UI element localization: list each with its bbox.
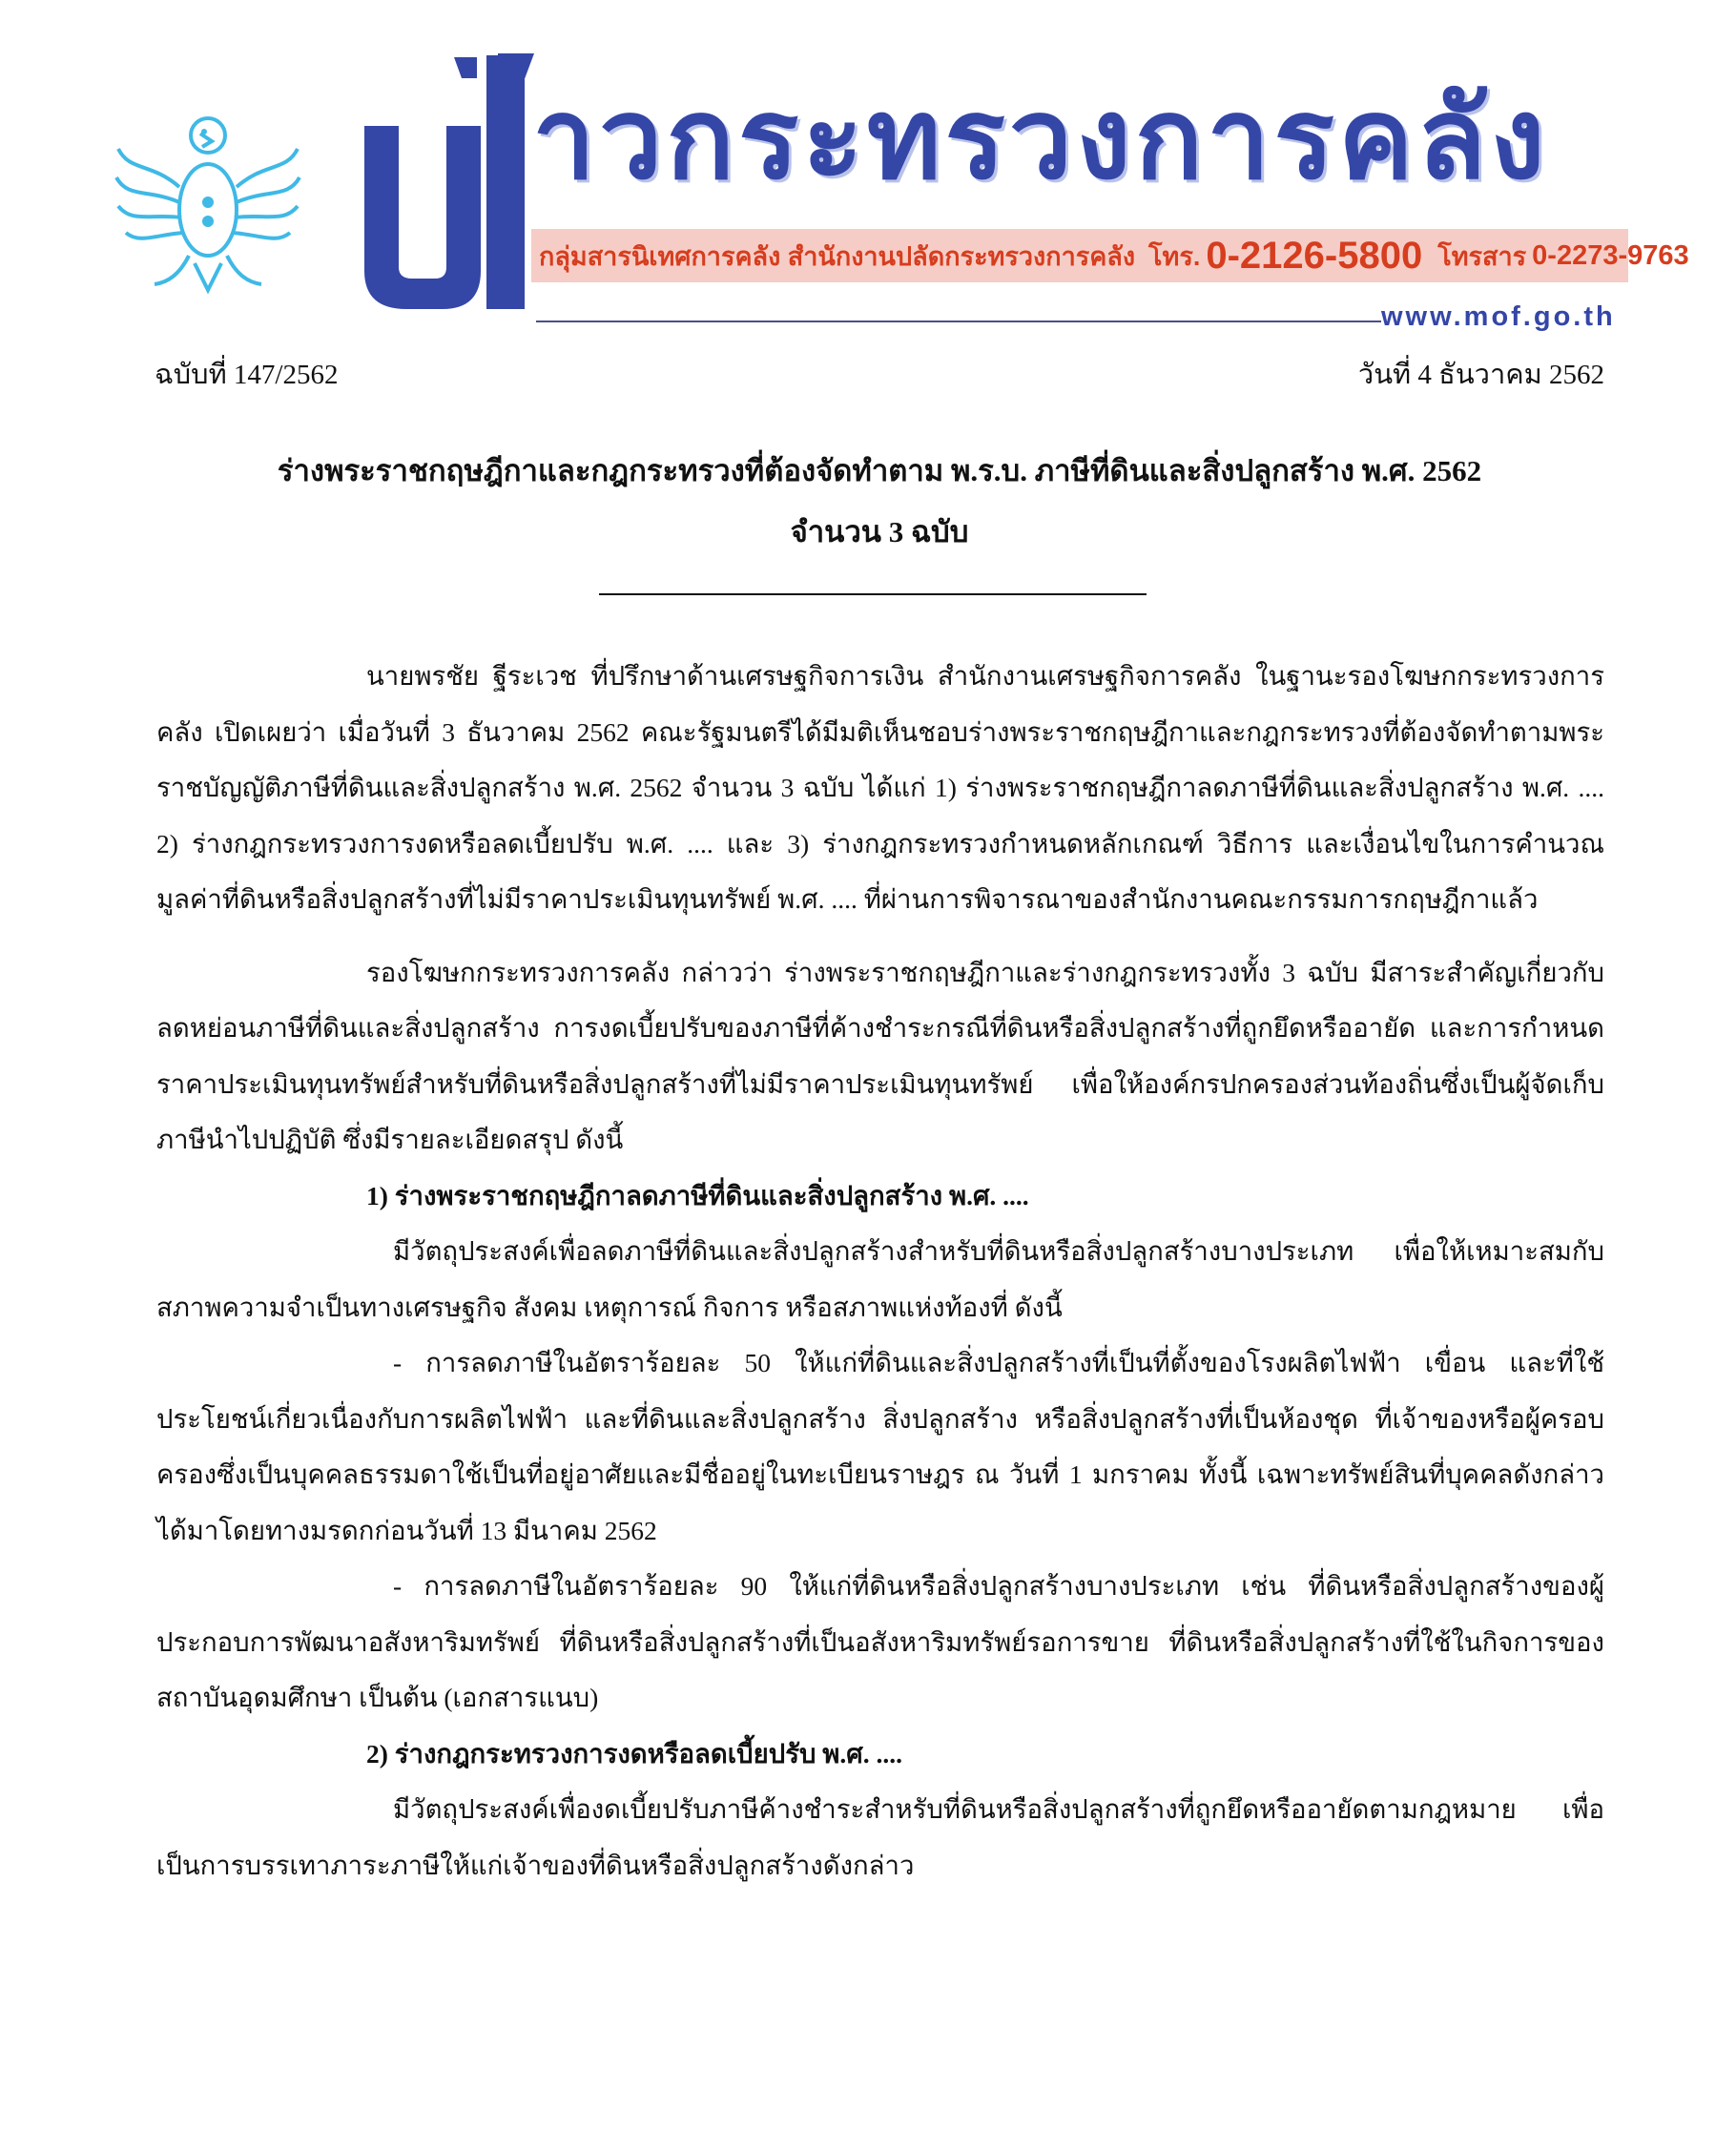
issue-date: วันที่ 4 ธันวาคม 2562 [1357, 360, 1604, 390]
section-1-title: 1) ร่างพระราชกฤษฎีกาลดภาษีที่ดินและสิ่งปลูกสร้าง พ.ศ. .... [366, 1180, 1029, 1210]
issue-number: ฉบับที่ 147/2562 [155, 360, 339, 390]
paragraph-1: นายพรชัย ฐีระเวช ที่ปรึกษาด้านเศรษฐกิจการเงิน สำนักงานเศรษฐกิจการคลัง ในฐานะรองโฆษกกระทรวงการคลัง เปิดเผยว่า เมื่อวันที่ 3 ธันวาคม 2562 คณะรัฐมนตรีได้มีมติเห็นชอบร่างพระราชกฤษฎีกาและกฎกระทรวงที่ต้องจัดทำตามพระราชบัญญัติภาษีที่ดินและสิ่งปลูกสร้าง พ.ศ. 2562 จำนวน 3 ฉบับ ได้แก่ 1) ร่างพระราชกฤษฎีกาลดภาษีที่ดินและสิ่งปลูกสร้าง พ.ศ. .... 2) ร่างกฎกระทรวงการงดหรือลดเบี้ยปรับ พ.ศ. .... และ 3) ร่างกฎกระทรวงกำหนดหลักเกณฑ์ วิธีการ และเงื่อนไขในการคำนวณมูลค่าที่ดินหรือสิ่งปลูกสร้างที่ไม่มีราคาประเมินทุนทรัพย์ พ.ศ. .... ที่ผ่านการพิจารณาของสำนักงานคณะกรรมการกฤษฎีกาแล้ว [156, 661, 1604, 914]
issue-line [155, 355, 1604, 395]
masthead-big-letter-icon [355, 50, 536, 317]
paragraph-2: รองโฆษกกระทรวงการคลัง กล่าวว่า ร่างพระราชกฤษฎีกาและร่างกฎกระทรวงทั้ง 3 ฉบับ มีสาระสำคัญเกี่ยวกับลดหย่อนภาษีที่ดินและสิ่งปลูกสร้าง การงดเบี้ยปรับของภาษีที่ค้างชำระกรณีที่ดินหรือสิ่งปลูกสร้างที่ถูกยึดหรืออายัด และการกำหนดราคาประเมินทุนทรัพย์สำหรับที่ดินหรือสิ่งปลูกสร้างที่ไม่มีราคาประเมินทุนทรัพย์ เพื่อให้องค์กรปกครองส่วนท้องถิ่นซึ่งเป็นผู้จัดเก็บภาษีนำไปปฏิบัติ ซึ่งมีรายละเอียดสรุป ดังนี้ [156, 957, 1604, 1154]
fax-label: โทรสาร [1437, 241, 1527, 271]
fax-number: 0-2273-9763 [1532, 239, 1689, 271]
contact-bar [531, 229, 1689, 282]
unit-name: กลุ่มสารนิเทศการคลัง สำนักงานปลัดกระทรวงการคลัง [539, 241, 1136, 271]
section-1-bullet-2: - การลดภาษีในอัตราร้อยละ 90 ให้แก่ที่ดินหรือสิ่งปลูกสร้างบางประเภท เช่น ที่ดินหรือสิ่งปลูกสร้างของผู้ประกอบการพัฒนาอสังหาริมทรัพย์ ที่ดินหรือสิ่งปลูกสร้างที่เป็นอสังหาริมทรัพย์รอการขาย ที่ดินหรือสิ่งปลูกสร้างที่ใช้ในกิจการของสถาบันอุดมศึกษา เป็นต้น (เอกสารแนบ) [156, 1571, 1604, 1712]
tel-label: โทร. [1148, 241, 1201, 271]
section-1-paragraph: มีวัตถุประสงค์เพื่อลดภาษีที่ดินและสิ่งปลูกสร้างสำหรับที่ดินหรือสิ่งปลูกสร้างบางประเภท เพื่อให้เหมาะสมกับสภาพความจำเป็นทางเศรษฐกิจ สังคม เหตุการณ์ กิจการ หรือสภาพแห่งท้องที่ ดังนี้ [156, 1236, 1604, 1322]
tel-number: 0-2126-5800 [1206, 234, 1423, 277]
headline [155, 441, 1604, 563]
section-2-title: 2) ร่างกฎกระทรวงการงดหรือลดเบี้ยปรับ พ.ศ. .... [366, 1738, 903, 1769]
website-link[interactable]: www.mof.go.th [1381, 301, 1616, 332]
masthead-title [532, 67, 1620, 210]
masthead-divider [536, 321, 1381, 322]
garuda-emblem-icon [113, 95, 303, 296]
masthead-title-rest: าวกระทรวงการคลัง [532, 72, 1549, 204]
headline-line-2: จำนวน 3 ฉบับ [790, 515, 969, 548]
headline-line-1: ร่างพระราชกฤษฎีกาและกฎกระทรวงที่ต้องจัดทำตาม พ.ร.บ. ภาษีที่ดินและสิ่งปลูกสร้าง พ.ศ. 2562 [277, 454, 1482, 487]
article-body [156, 649, 1604, 1893]
section-1-bullet-1: - การลดภาษีในอัตราร้อยละ 50 ให้แก่ที่ดินและสิ่งปลูกสร้างที่เป็นที่ตั้งของโรงผลิตไฟฟ้า เขื่อน และที่ใช้ประโยชน์เกี่ยวเนื่องกับการผลิตไฟฟ้า และที่ดินและสิ่งปลูกสร้าง สิ่งปลูกสร้าง หรือสิ่งปลูกสร้างที่เป็นห้องชุด ที่เจ้าของหรือผู้ครอบครองซึ่งเป็นบุคคลธรรมดาใช้เป็นที่อยู่อาศัยและมีชื่ออยู่ในทะเบียนราษฎร ณ วันที่ 1 มกราคม ทั้งนี้ เฉพาะทรัพย์สินที่บุคคลดังกล่าวได้มาโดยทางมรดกก่อนวันที่ 13 มีนาคม 2562 [156, 1348, 1604, 1545]
section-2-paragraph: มีวัตถุประสงค์เพื่องดเบี้ยปรับภาษีค้างชำระสำหรับที่ดินหรือสิ่งปลูกสร้างที่ถูกยึดหรืออายัดตามกฎหมาย เพื่อเป็นการบรรเทาภาระภาษีให้แก่เจ้าของที่ดินหรือสิ่งปลูกสร้างดังกล่าว [156, 1794, 1604, 1880]
headline-divider [599, 593, 1147, 595]
